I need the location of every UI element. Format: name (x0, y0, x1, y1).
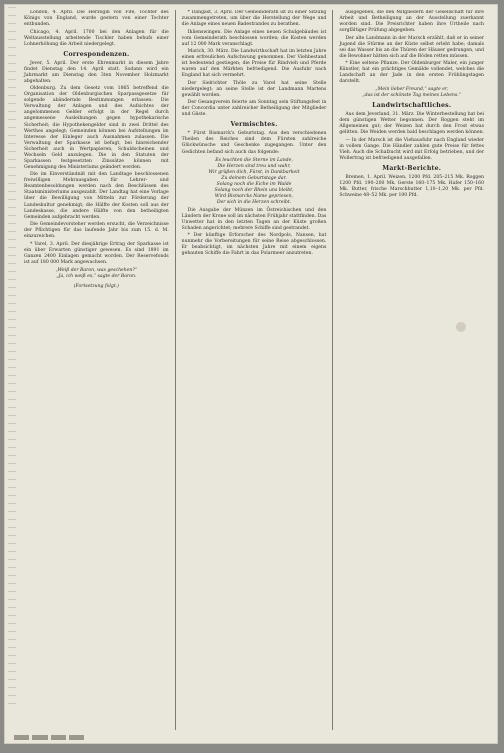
column-container (18, 10, 490, 730)
verse-line: „Weiß der Baron, was geschehen?“ (55, 267, 138, 273)
archive-stamp (14, 733, 84, 741)
article-paragraph: * Varel, 3. April. Der diesjährige Ertrag der Sparkasse ist ein über Erwarten günstiger gewesen. Es sind 1891 im Ganzen 2400 Einlagen gemacht worden. Der Reservefonds ist auf 180 000 Mark angewachsen. (24, 241, 169, 265)
verse-line: Zu deinem Geburtstage dar. (221, 175, 287, 181)
continued-note: (Fortsetzung folgt.) (73, 283, 119, 289)
verse-line: Die Herzen sind treu und wahr, (217, 163, 291, 169)
quote-block (24, 268, 169, 280)
article-paragraph: ausgegeben, die den Mitgliedern der Gesellschaft für ihre Arbeit und Betheiligung an der Ausstellung zuerkannt worden sind. Die Preisrichter haben ihre Urtheile nach sorgfältiger Prüfung abgegeben. (339, 10, 485, 34)
poem-block (182, 158, 327, 206)
verse-line: „Mein lieber Freund,“ sagte er, (375, 87, 449, 93)
article-paragraph: Die Gemeindevorsteher werden ersucht, die Verzeichnisse der Pflichtigen für das laufende Jahr bis zum 15. d. M. einzureichen. (24, 222, 169, 240)
article-paragraph: Oldenburg. Zu dem Gesetz vom 1865 betreffend die Organisation der Oldenburgischen Sparpassgesetze für solgende abändernde Bestimmungen erlassen: Die Verwaltung der Anlagen und des Aufsichtes der angelommenen Gelder erfolgt in der Regel durch angemessene Ausleihungen gegen hypothekarische Sicherheit; die Hypothekengelder sind in zwei Drittel des Werthes angelegt; Gemeinden können bei Aufstellungen im Interesse der Einleger auch Ausnahmen zulassen. Die Verwaltung der Sparkasse ist befugt, bei hinreichender Sicherheit auch in Wertpapieren, Schuldscheinen und Wechseln Geld anzulegen. Die in den Statuten der Sparkassen festgesetzten Zinssätze können mit Genehmigung des Ministeriums geändert werden. (24, 86, 169, 170)
verse-line: Solang noch der Rhein uns bleibt, (214, 187, 294, 193)
article-paragraph: Der alte Landmann in der Marsch erzählt, daß er in seiner Jugend die Stürme an der Küste selbst erlebt habe; damals sei das Wasser bis an die Thüren der Häuser gedrungen, und die Bewohner hätten sich auf die Böden retten müssen. (339, 35, 485, 59)
article-paragraph: Der Sielrichter Thöle zu Varel hat seine Stelle niedergelegt; an seine Stelle ist der Landmann Martens gewählt worden. (181, 80, 327, 98)
article-paragraph: * Eine seltene Pflanze. Der Oldenburger Maler, ein junger Künstler, hat ein prächtiges Gemälde vollendet, welches die Landschaft an der Jade in den ersten Frühlingstagen darstellt. (339, 61, 485, 85)
article-paragraph: * Der künftige Erforscher des Nordpols, Nansen, hat nunmehr die Vorbereitungen für seine Reise abgeschlossen. Er beabsichtigt, im nächsten Jahre mit einem eigens gebauten Schiffe die Fahrt in das Polarmeer anzutreten. (181, 233, 327, 257)
article-paragraph: Marich, 30. März. Die Landwirthschaft hat im letzten Jahre einen erfreulichen Aufschwung genommen. Der Viehbestand ist bedeutend gestiegen; die Preise für Rindvieh und Pferde waren auf den Märkten befriedigend. Die Ausfuhr nach England hat sich vermehrt. (181, 49, 327, 79)
article-paragraph: Die Ausgabe der Münzen im Östreichischen und den Ländern der Krone soll im nächsten Frühjahr stattfinden. Das Unwetter hat in den letzten Tagen an der Küste großen Schaden angerichtet; mehrere Schiffe sind gestrandet. (181, 207, 327, 231)
verse-line: Es leuchten die Sterne im Lande, (215, 157, 293, 163)
column-3 (332, 10, 490, 730)
article-paragraph: — In der Marsch ist die Viehausfuhr nach England wieder in vollem Gange. Die Händler zahlen gute Preise für fettes Vieh. Auch die Schafzucht wird mit Erfolg betrieben, und der Wollertrag ist befriedigend ausgefallen. (339, 137, 485, 162)
column-1 (18, 10, 175, 730)
verse-line: Wir grüßen dich, Fürst, in Dankbarkeit (208, 169, 300, 175)
verse-line: Wird Bismarcks Name gepriesen, (214, 193, 294, 199)
article-paragraph: * Fürst Bismarck's Geburtstag. Aus den verschiedenen Theilen des Reiches sind dem Fürsten zahlreiche Glückwünsche und Geschenke zugegangen. Unter den Gedichten befand sich auch das folgende: (181, 131, 327, 155)
article-paragraph: London, 4. April. Die Herzogin von Fife, Tochter des Königs von England, wurde gestern von einer Tochter entbunden. (24, 10, 169, 28)
section-heading: Vermischtes. (230, 121, 278, 129)
column-2 (175, 10, 333, 730)
article-paragraph: Ihlienswingen. Die Anlage eines neuen Schulgebäudes ist vom Gemeinderath beschlossen worden; die Kosten werden auf 12 000 Mark veranschlagt. (181, 29, 327, 47)
binding-edge (8, 7, 16, 707)
quote-block (339, 87, 484, 99)
verse-line: Solang noch die Eiche im Walde (216, 181, 292, 187)
section-heading: Correspondenzen. (63, 50, 130, 58)
article-paragraph: Chicago, 4. April. 1700 bei den Anlagen für die Weltausstellung arbeitende Tischler haben behufs einer Lohnerhöhung die Arbeit niedergelegt. (24, 29, 169, 47)
verse-line: Der sich in die Herzen schreibt. (216, 199, 292, 205)
verse-line: „Ja, ich weiß es,“ sagte der Baron. (56, 273, 137, 279)
section-heading: Landwirtschaftliches. (372, 102, 452, 110)
newspaper-page (4, 4, 498, 744)
verse-line: „das ist der schönste Tag meines Lebens.“ (362, 93, 462, 99)
article-paragraph: * Dangast, 3. April. Der Gemeinderath ist zu einer Sitzung zusammengetreten, um über die Herstellung der Wege und die Anlage eines neuen Badestrandes zu berathen. (181, 10, 327, 28)
article-paragraph: Die im Einverständniß mit den Landtage beschlossenen freiwilligen Mehrausgaben für Lehrer- und Beamtenbesoldungen werden nach den Beschlüssen des Staatsministeriums ausgezahlt. Der Landtag hat eine Vorlage über die Bewilligung von Mitteln zur Förderung der Landeskultur genehmigt; die Hälfte der Kosten soll aus der Landeskasse, die andere Hälfte von den betheiligten Gemeinden aufgebracht werden. (24, 172, 169, 220)
article-paragraph: Aus dem Jeverland, 31. März. Die Winterbestellung hat bei dem günstigen Wetter begonnen. Der Roggen steht im Allgemeinen gut; der Weizen hat durch den Frost etwas gelitten. Die Weiden werden bald beschlagen werden können. (339, 112, 485, 136)
article-paragraph: Der Gesangverein feierte am Sonntag sein Stiftungsfest in der Concordia unter zahlreicher Betheiligung der Mitglieder und Gäste. (181, 100, 327, 118)
article-paragraph: Bremen, 1. April. Weizen, 1200 Pfd. 205–215 Mk. Roggen 1200 Pfd. 190–200 Mk. Gerste 160–175 Mk. Hafer 150–160 Mk. Butter, frische Marschbutter 1,10–1,20 Mk. per Pfd. Schweine 48–52 Mk. per 100 Pfd. (339, 175, 485, 199)
section-heading: Markt-Berichte. (382, 165, 442, 173)
article-paragraph: Jever, 5. April. Der erste Ehrenmarkt in diesem Jahre findet Dienstag den 14. April statt. Sodann wird ein Jahrmarkt am Dienstag den 3ten November Holzmarkt abgehalten. (24, 60, 169, 84)
